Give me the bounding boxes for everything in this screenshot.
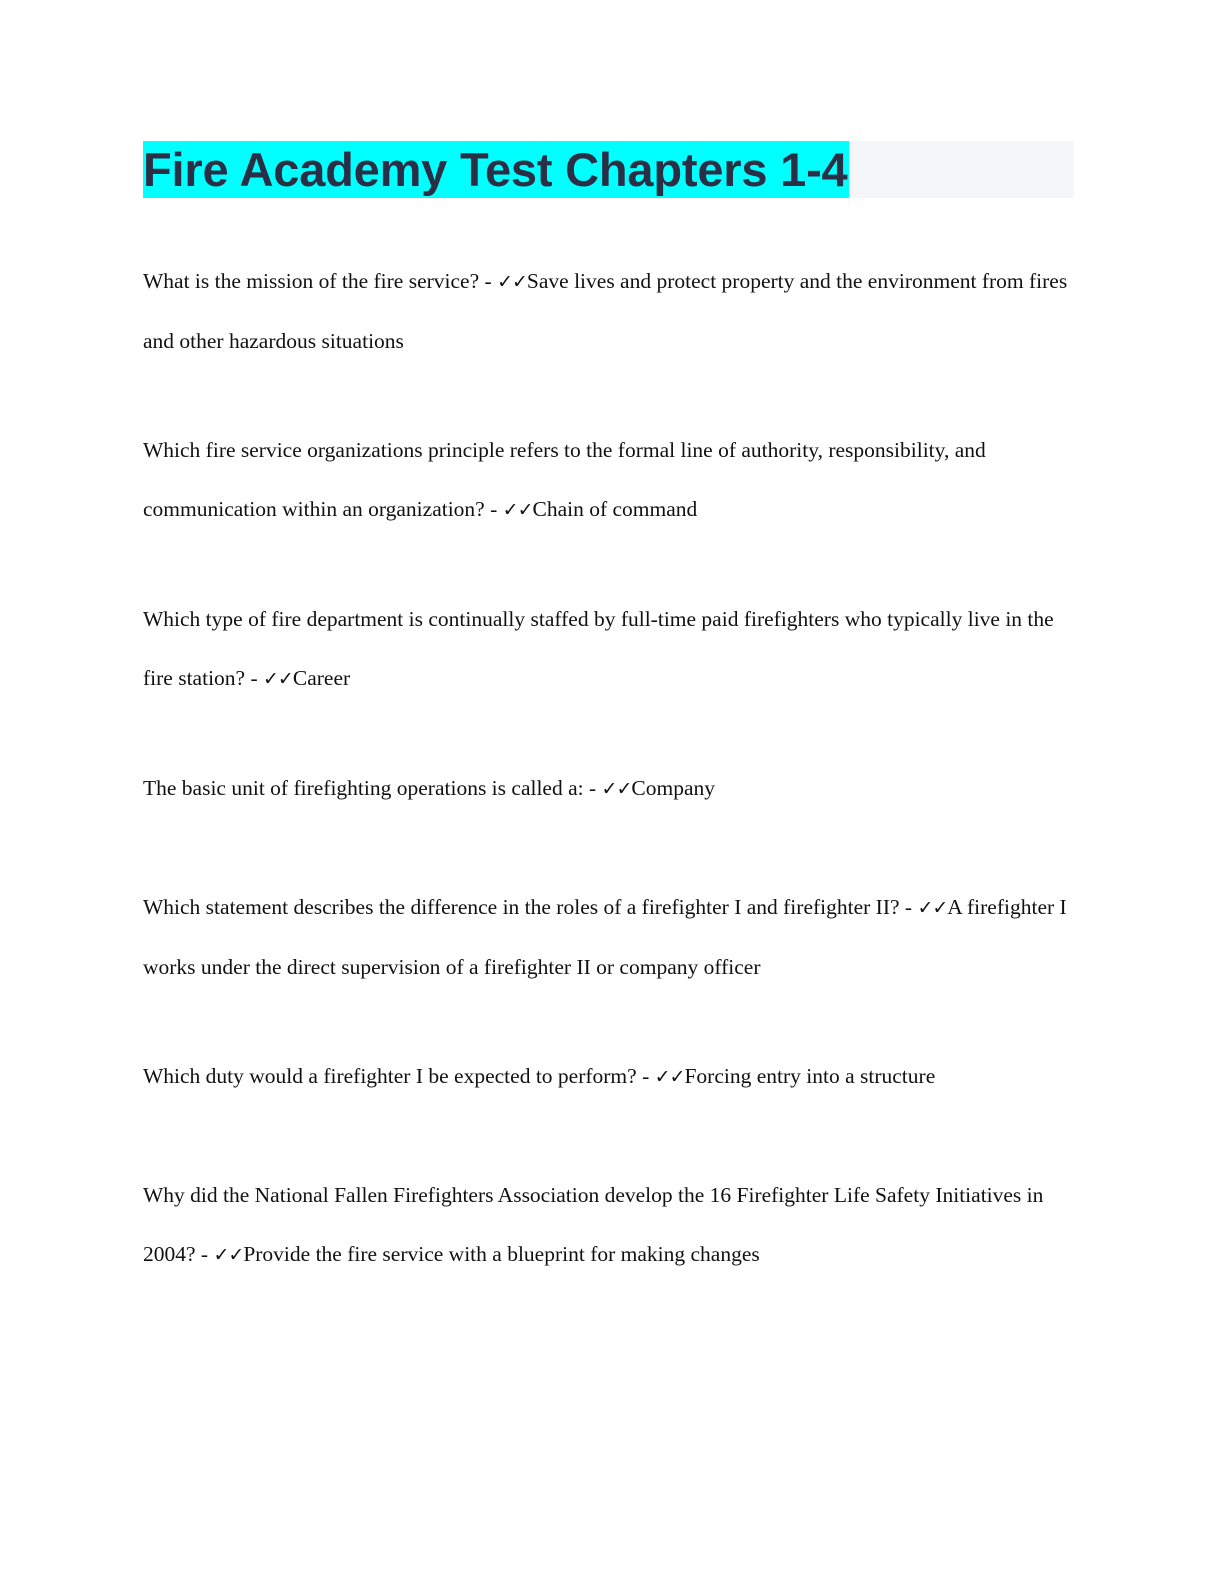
- qa-item: [143, 421, 1074, 540]
- qa-item: [143, 252, 1074, 371]
- answer-text: Save lives and protect property and the environment from fires and other hazardous situations: [143, 269, 1068, 353]
- question-text: Which duty would a firefighter I be expected to perform?: [143, 1064, 637, 1088]
- separator: -: [899, 895, 918, 919]
- separator: -: [195, 1242, 214, 1266]
- answer-text: A firefighter I works under the direct supervision of a firefighter II or company officer: [143, 895, 1067, 979]
- qa-item: [143, 590, 1074, 709]
- qa-list: [143, 252, 1074, 1285]
- separator: -: [245, 666, 264, 690]
- check-mark-icon: ✓✓: [917, 897, 948, 919]
- answer-text: Career: [292, 666, 351, 690]
- check-mark-icon: ✓✓: [497, 271, 527, 293]
- check-mark-icon: ✓✓: [213, 1244, 244, 1266]
- answer-text: Company: [631, 776, 715, 800]
- question-text: Which type of fire department is continually staffed by full-time paid firefighters who typically live in the fire station?: [143, 607, 1054, 690]
- document-title: Fire Academy Test Chapters 1-4: [143, 143, 848, 196]
- answer-text: Chain of command: [532, 497, 698, 521]
- check-mark-icon: ✓✓: [502, 499, 533, 521]
- check-mark-icon: ✓✓: [263, 668, 293, 690]
- separator: -: [484, 497, 503, 521]
- question-text: The basic unit of firefighting operations is called a:: [143, 776, 584, 800]
- question-text: Which fire service organizations principle refers to the formal line of authority, responsibility, and communication within an organization?: [143, 438, 986, 521]
- question-text: Why did the National Fallen Firefighters Association develop the 16 Firefighter Life Safety Initiatives in 2004?: [143, 1183, 1044, 1266]
- separator: -: [479, 269, 498, 293]
- qa-item: [143, 878, 1074, 997]
- question-text: Which statement describes the difference in the roles of a firefighter I and firefighter II?: [143, 895, 900, 919]
- qa-item: [143, 1047, 1074, 1107]
- check-mark-icon: ✓✓: [601, 778, 632, 800]
- answer-text: Forcing entry into a structure: [684, 1064, 936, 1088]
- title-band: [143, 141, 1074, 198]
- document-page: [143, 141, 1074, 1285]
- question-text: What is the mission of the fire service?: [143, 269, 480, 293]
- qa-item: [143, 1166, 1074, 1285]
- separator: -: [583, 776, 602, 800]
- qa-item: [143, 759, 1074, 819]
- separator: -: [636, 1064, 655, 1088]
- check-mark-icon: ✓✓: [654, 1066, 685, 1088]
- answer-text: Provide the fire service with a blueprint for making changes: [243, 1242, 760, 1266]
